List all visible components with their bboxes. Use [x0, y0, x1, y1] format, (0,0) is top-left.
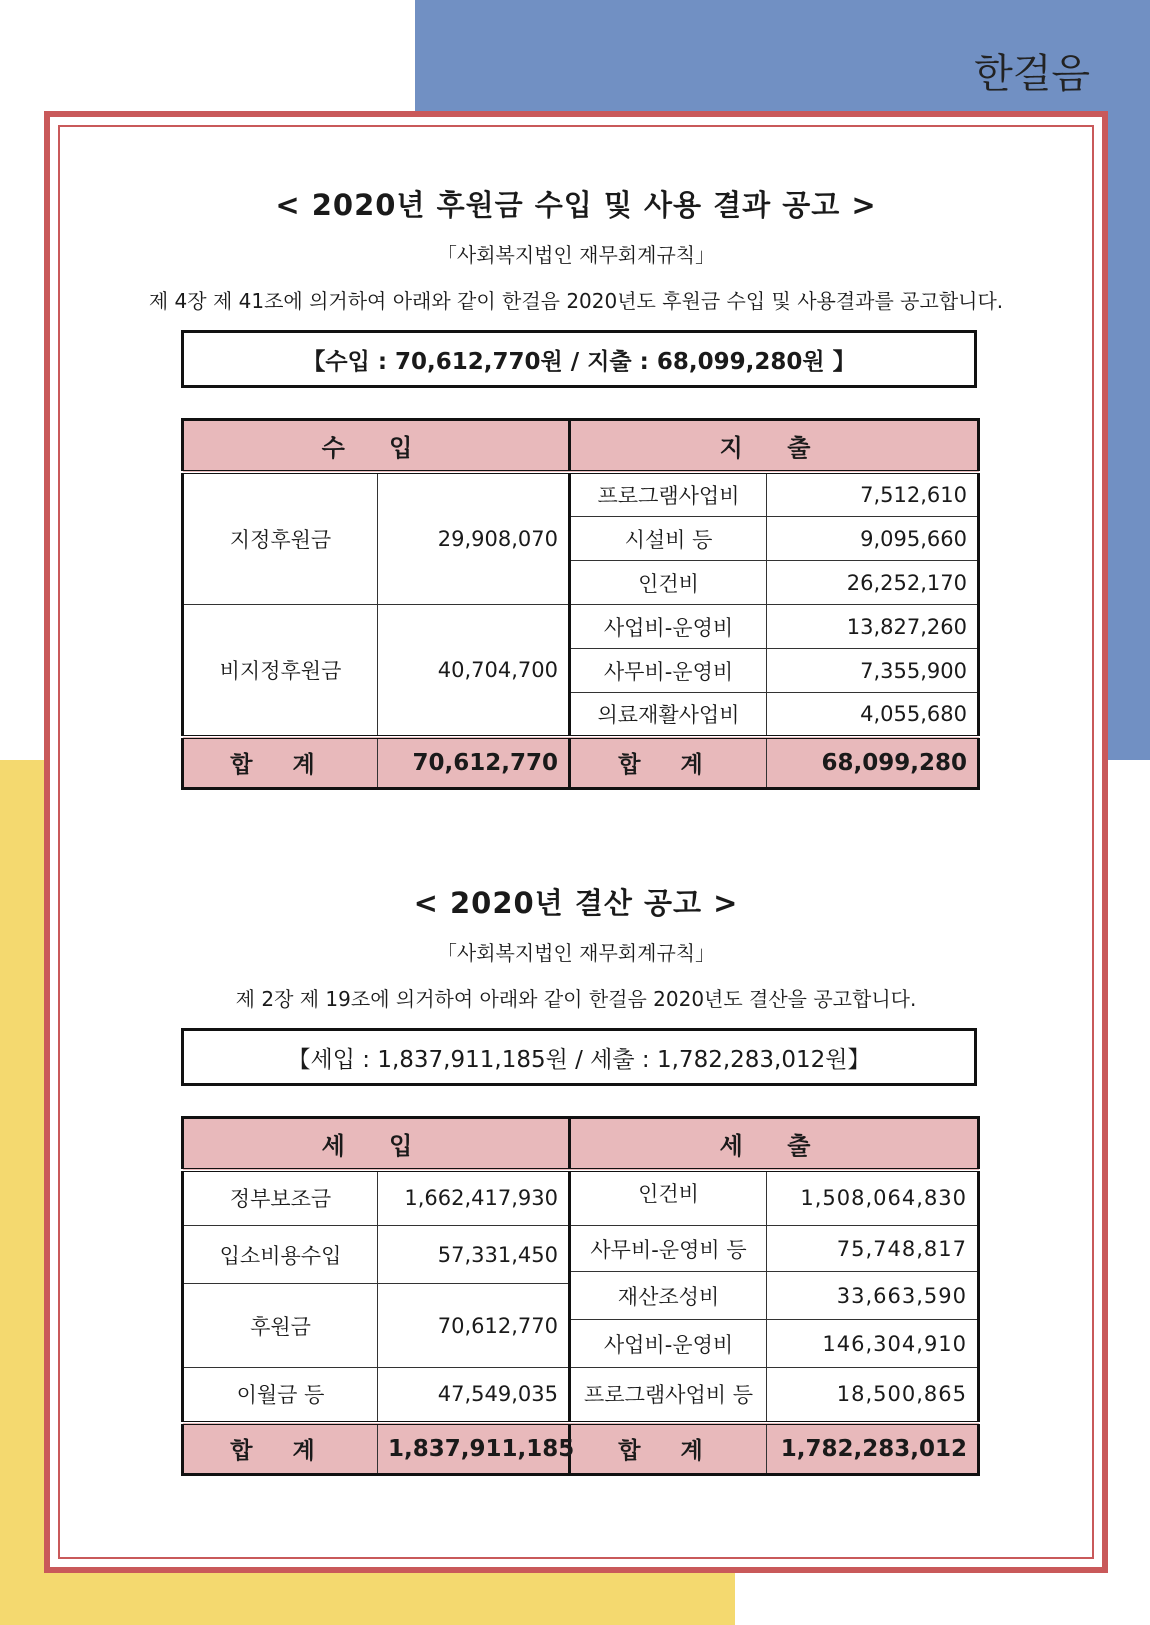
expense-label: 사무비-운영비: [570, 649, 767, 693]
expenditure-amount: 75,748,817: [767, 1226, 979, 1272]
expense-amount: 4,055,680: [767, 693, 979, 737]
income-amount: 29,908,070: [378, 472, 570, 605]
expense-total: 68,099,280: [767, 737, 979, 789]
table-row: [183, 605, 979, 649]
expenditure-label: 재산조성비: [570, 1272, 767, 1320]
expenditure-total-label: 합 계: [570, 1423, 767, 1475]
expense-amount: 7,512,610: [767, 472, 979, 517]
expense-amount: 7,355,900: [767, 649, 979, 693]
table-row: [183, 1368, 979, 1423]
revenue-label: 입소비용수입: [183, 1226, 378, 1284]
income-amount: 40,704,700: [378, 605, 570, 737]
section1-total-row: [183, 737, 979, 789]
revenue-total: 1,837,911,185: [378, 1423, 570, 1475]
table-row: [183, 1170, 979, 1198]
expense-label: 인건비: [570, 561, 767, 605]
revenue-label: 정부보조금: [183, 1170, 378, 1226]
section2-description: 제 2장 제 19조에 의거하여 아래와 같이 한걸음 2020년도 결산을 공고합니다.: [235, 987, 917, 1011]
income-label: 지정후원금: [183, 472, 378, 605]
section1-title: < 2020년 후원금 수입 및 사용 결과 공고 >: [275, 188, 877, 222]
expense-label: 의료재활사업비: [570, 693, 767, 737]
revenue-label: 이월금 등: [183, 1368, 378, 1423]
expenditure-label: 사업비-운영비: [570, 1320, 767, 1368]
section2-title: < 2020년 결산 공고 >: [413, 886, 739, 920]
expense-amount: 26,252,170: [767, 561, 979, 605]
expenditure-amount: 18,500,865: [767, 1368, 979, 1423]
income-total: 70,612,770: [378, 737, 570, 789]
revenue-amount: 1,662,417,930: [378, 1170, 570, 1226]
section1-header-row: [183, 420, 979, 472]
notice-frame: [44, 111, 1108, 1573]
income-label: 비지정후원금: [183, 605, 378, 737]
expenditure-amount: 33,663,590: [767, 1272, 979, 1320]
table-row: [183, 472, 979, 517]
section1-summary-text: 【수입 : 70,612,770원 / 지출 : 68,099,280원 】: [302, 348, 856, 375]
section2-header-row: [183, 1118, 979, 1170]
revenue-amount: 47,549,035: [378, 1368, 570, 1423]
expenditure-total: 1,782,283,012: [767, 1423, 979, 1475]
expenditure-amount: 146,304,910: [767, 1320, 979, 1368]
expense-label: 프로그램사업비: [570, 472, 767, 517]
income-header: 수 입: [183, 420, 570, 472]
revenue-amount: 57,331,450: [378, 1226, 570, 1284]
table-row: [183, 1226, 979, 1246]
section2-total-row: [183, 1423, 979, 1475]
expense-header: 지 출: [570, 420, 979, 472]
section1-table: [181, 418, 980, 790]
revenue-amount: 70,612,770: [378, 1284, 570, 1368]
expense-label: 시설비 등: [570, 517, 767, 561]
expense-total-label: 합 계: [570, 737, 767, 789]
organization-name: 한걸음: [974, 51, 1090, 97]
expense-label: 사업비-운영비: [570, 605, 767, 649]
section1-description: 제 4장 제 41조에 의거하여 아래와 같이 한걸음 2020년도 후원금 수입 및 사용결과를 공고합니다.: [148, 289, 1004, 313]
expenditure-label: 사무비-운영비 등: [570, 1226, 767, 1272]
section2-summary-box: [181, 1028, 977, 1086]
expense-amount: 9,095,660: [767, 517, 979, 561]
revenue-label: 후원금: [183, 1284, 378, 1368]
revenue-total-label: 합 계: [183, 1423, 378, 1475]
expense-amount: 13,827,260: [767, 605, 979, 649]
expenditure-amount: 1,508,064,830: [767, 1170, 979, 1226]
section2-summary-text: 【세입 : 1,837,911,185원 / 세출 : 1,782,283,012원】: [287, 1046, 871, 1073]
section2-rule: 「사회복지법인 재무회계규칙」: [436, 941, 716, 965]
expenditure-label: 프로그램사업비 등: [570, 1368, 767, 1423]
revenue-header: 세 입: [183, 1118, 570, 1170]
section1-rule: 「사회복지법인 재무회계규칙」: [436, 243, 716, 267]
expenditure-header: 세 출: [570, 1118, 979, 1170]
section1-summary-box: [181, 330, 977, 388]
income-total-label: 합 계: [183, 737, 378, 789]
expenditure-label: 인건비: [570, 1170, 767, 1226]
section2-table: [181, 1116, 980, 1476]
